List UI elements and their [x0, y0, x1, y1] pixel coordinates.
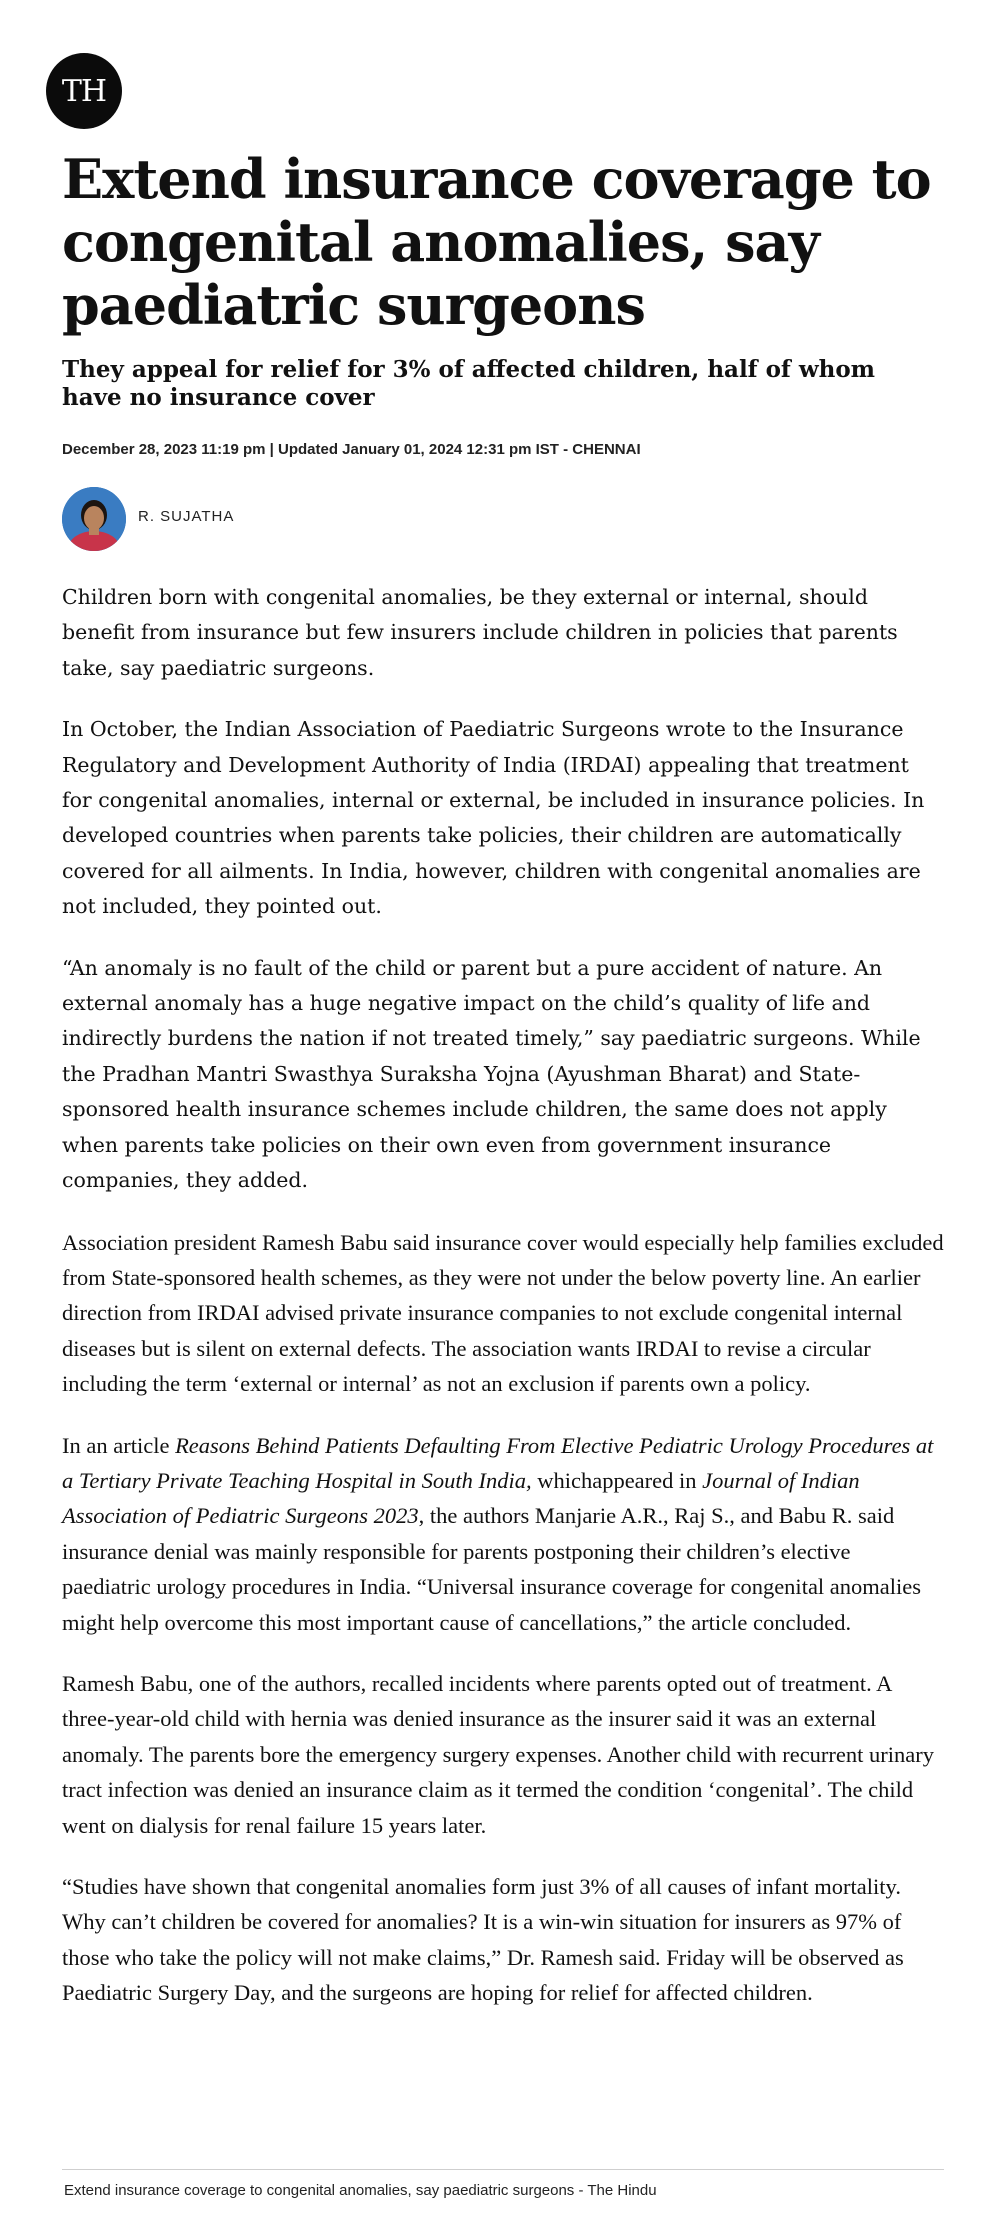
body-paragraph-5: [62, 1428, 944, 1640]
article-subhead: They appeal for relief for 3% of affected children, half of whom have no insurance cover: [62, 356, 876, 411]
author-portrait-icon: [62, 487, 126, 551]
footer-page-title: Extend insurance coverage to congenital anomalies, say paediatric surgeons - The Hindu: [64, 2182, 657, 2199]
p5-text-2: whichappeared in: [531, 1467, 703, 1493]
footer-divider: [62, 2169, 944, 2170]
body-paragraph-7: “Studies have shown that congenital anomalies form just 3% of all causes of infant mortality. Why can’t children be covered for anomalies? It is a win-win situation for insurers as 97% of those who take the policy will not make claims,” Dr. Ramesh said. Friday will be observed as Paediatric Surgery Day, and the surgeons are hoping for relief for affected children.: [62, 1874, 904, 2006]
article-headline: Extend insurance coverage to congenital anomalies, say paediatric surgeons: [62, 147, 931, 337]
body-paragraph-4: Association president Ramesh Babu said insurance cover would especially help families excluded from State-sponsored health schemes, as they were not under the below poverty line. An earlier direction from IRDAI advised private insurance companies to not exclude congenital internal diseases but is silent on external defects. The association wants IRDAI to revise a circular including the term ‘external or internal’ as not an exclusion if parents own a policy.: [62, 1229, 944, 1397]
article-body: [62, 580, 944, 2037]
author-avatar[interactable]: [62, 487, 126, 551]
p5-text-3: , the authors Manjarie A.R., Raj S., and Babu R. said insurance denial was mainly responsible for parents postponing their children’s elective paediatric urology procedures in India. “Universal insurance coverage for congenital anomalies might help overcome this most important cause of cancellations,” the article concluded.: [62, 1503, 922, 1635]
logo-text: TH: [61, 73, 107, 109]
article-dateline: December 28, 2023 11:19 pm | Updated January 01, 2024 12:31 pm IST - CHENNAI: [62, 441, 641, 458]
author-name-link[interactable]: R. SUJATHA: [138, 508, 235, 525]
cited-journal-title: Journal of Indian Association of Pediatric Surgeons 2023: [62, 1467, 860, 1529]
body-paragraph-1: Children born with congenital anomalies, be they external or internal, should benefit from insurance but few insurers include children in policies that parents take, say paediatric surgeons.: [62, 585, 898, 680]
p5-text-1: In an article: [62, 1432, 176, 1458]
body-paragraph-6: Ramesh Babu, one of the authors, recalled incidents where parents opted out of treatment. A three-year-old child with hernia was denied insurance as the insurer said it was an external anomaly. The parents bore the emergency surgery expenses. Another child with recurrent urinary tract infection was denied an insurance claim as it termed the condition ‘congenital’. The child went on dialysis for renal failure 15 years later.: [62, 1670, 934, 1838]
body-paragraph-3: “An anomaly is no fault of the child or parent but a pure accident of nature. An external anomaly has a huge negative impact on the child’s quality of life and indirectly burdens the nation if not treated timely,” say paediatric surgeons. While the Pradhan Mantri Swasthya Suraksha Yojna (Ayushman Bharat) and State-sponsored health insurance schemes include children, the same does not apply when parents take policies on their own even from government insurance companies, they added.: [62, 955, 921, 1193]
the-hindu-logo[interactable]: [46, 53, 122, 129]
cited-article-title: Reasons Behind Patients Defaulting From Elective Pediatric Urology Procedures at a Tertiary Private Teaching Hospital in South India,: [62, 1432, 934, 1493]
body-paragraph-2: In October, the Indian Association of Paediatric Surgeons wrote to the Insurance Regulatory and Development Authority of India (IRDAI) appealing that treatment for congenital anomalies, internal or external, be included in insurance policies. In developed countries when parents take policies, their children are automatically covered for all ailments. In India, however, children with congenital anomalies are not included, they pointed out.: [62, 717, 925, 919]
